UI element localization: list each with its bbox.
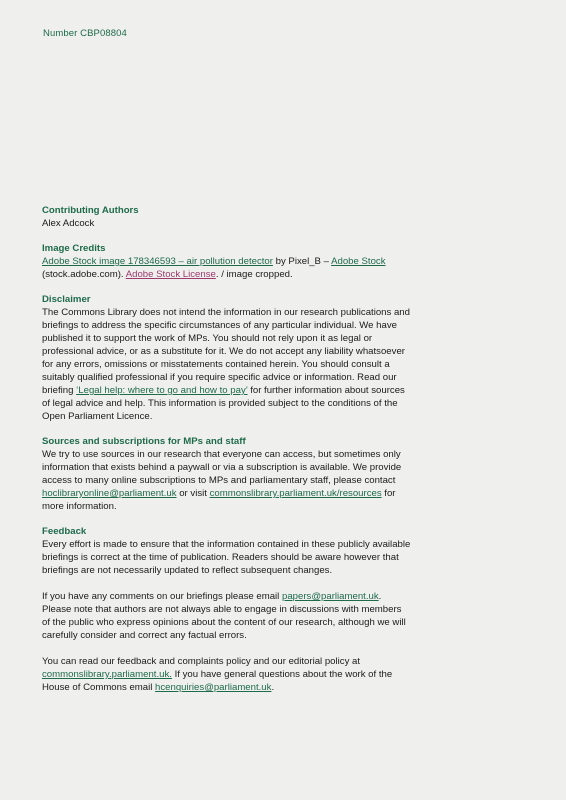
disclaimer-heading: Disclaimer bbox=[42, 294, 91, 305]
disclaimer-section bbox=[42, 293, 412, 423]
author-name: Alex Adcock bbox=[42, 218, 95, 229]
adobe-stock-link[interactable]: Adobe Stock bbox=[331, 256, 386, 267]
disclaimer-text-part-1: The Commons Library does not intend the information in our research publications and briefings to address the specific circumstances of any particular individual. We have published it to support the work of MPs. You should not rely upon it as legal or professional advice, or as a substitute for it. We do not accept any liability whatsoever for any errors, omissions or misstatements contained herein. You should consult a suitably qualified professional if you require specific advice or information. Read our briefing bbox=[42, 307, 410, 396]
image-credits-text bbox=[42, 255, 412, 281]
sources-text-part-1: We try to use sources in our research that everyone can access, but sometimes only information that exists behind a paywall or via a subscription is available. We provide access to many online subscriptions to MPs and parliamentary staff, please contact bbox=[42, 449, 402, 486]
commonslibrary-link[interactable]: commonslibrary.parliament.uk. bbox=[42, 669, 172, 680]
contributing-authors-section bbox=[42, 204, 412, 230]
feedback-p3-part-1: You can read our feedback and complaints policy and our editorial policy at bbox=[42, 656, 361, 667]
feedback-heading: Feedback bbox=[42, 526, 87, 537]
feedback-section bbox=[42, 525, 412, 694]
resources-link[interactable]: commonslibrary.parliament.uk/resources bbox=[209, 488, 382, 499]
feedback-paragraph-1: Every effort is made to ensure that the information contained in these publicly available briefings is correct at the time of publication. Readers should be aware however that briefings are not necessarily updated to reflect subsequent changes. bbox=[42, 539, 411, 576]
document-number: Number CBP08804 bbox=[43, 28, 127, 39]
sources-text-part-2: or visit bbox=[176, 488, 210, 499]
sources-heading: Sources and subscriptions for MPs and staff bbox=[42, 436, 246, 447]
feedback-p2-part-1: If you have any comments on our briefings please email bbox=[42, 591, 282, 602]
sources-section bbox=[42, 435, 412, 513]
feedback-p3-part-3: . bbox=[271, 682, 275, 693]
papers-email-link[interactable]: papers@parliament.uk bbox=[281, 591, 379, 602]
feedback-p2-part-2: . Please note that authors are not always able to engage in discussions with members of the public who express opinions about the content of our research, although we will carefully consider and correct any factual errors. bbox=[42, 591, 406, 641]
image-credits-section bbox=[42, 242, 412, 281]
image-credit-cropped: . / image cropped. bbox=[215, 269, 293, 280]
adobe-stock-image-link[interactable]: Adobe Stock image 178346593 – air pollution detector bbox=[42, 256, 273, 267]
contributing-authors-heading: Contributing Authors bbox=[42, 205, 139, 216]
feedback-p3-part-2: If you have general questions about the work of the House of Commons email bbox=[42, 669, 393, 693]
hcenquiries-email-link[interactable]: hcenquiries@parliament.uk bbox=[155, 682, 272, 693]
image-credits-heading: Image Credits bbox=[42, 243, 106, 254]
feedback-paragraph-2 bbox=[42, 590, 412, 642]
sources-text-part-3: for more information. bbox=[42, 488, 396, 512]
disclaimer-text bbox=[42, 306, 412, 423]
adobe-stock-license-link[interactable]: Adobe Stock License bbox=[125, 269, 216, 280]
sources-text bbox=[42, 448, 412, 513]
feedback-paragraph-3 bbox=[42, 655, 412, 694]
legal-help-link[interactable]: ‘Legal help: where to go and how to pay’ bbox=[76, 385, 248, 396]
hoclibrary-email-link[interactable]: hoclibraryonline@parliament.uk bbox=[42, 488, 177, 499]
image-credit-site: (stock.adobe.com). bbox=[42, 269, 126, 280]
image-credit-by: by Pixel_B – bbox=[272, 256, 332, 267]
disclaimer-text-part-2: for further information about sources of legal advice and help. This information is provided subject to the conditions of the Open Parliament Licence. bbox=[42, 385, 405, 422]
document-body bbox=[42, 204, 412, 706]
